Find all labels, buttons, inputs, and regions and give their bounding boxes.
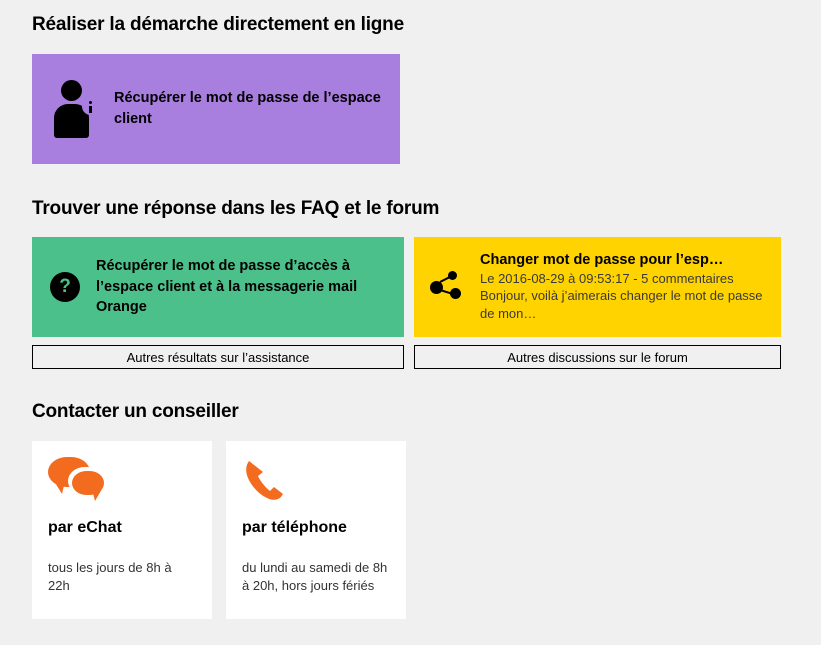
question-mark-icon: ? [50,272,80,302]
forum-column [414,237,781,369]
advisor-card-phone[interactable] [226,441,406,619]
advisor-card-echat[interactable] [32,441,212,619]
forum-result-meta: Le 2016-08-29 à 09:53:17 - 5 commentaires [480,270,734,286]
forum-result-text [480,252,781,323]
advisor-echat-title: par eChat [48,519,122,536]
chat-bubbles-icon [48,457,106,503]
forum-result-snippet: Bonjour, voilà j’aimerais changer le mot de passe de mon… [480,288,763,321]
faq-forum-row [32,237,789,369]
phone-icon [242,457,300,503]
person-info-icon [52,78,98,140]
forum-network-icon [428,269,468,305]
advisor-phone-hours: du lundi au samedi de 8h à 20h, hors jours fériés [242,560,388,594]
more-forum-discussions-button[interactable]: Autres discussions sur le forum [414,345,781,369]
online-action-label: Récupérer le mot de passe de l’espace client [114,89,381,127]
more-assistance-results-button[interactable]: Autres résultats sur l’assistance [32,345,404,369]
faq-result-label: Récupérer le mot de passe d’accès à l’espace client et à la messagerie mail Orange [96,258,358,316]
online-action-card[interactable] [32,54,400,164]
forum-result-title: Changer mot de passe pour l’esp… [480,251,724,268]
faq-column [32,237,404,369]
online-card-row [32,54,789,164]
section-title-faq: Trouver une réponse dans les FAQ et le forum [32,198,440,219]
advisor-echat-hours: tous les jours de 8h à 22h [48,560,172,594]
section-title-online: Réaliser la démarche directement en ligne [32,14,404,35]
advisor-phone-title: par téléphone [242,519,347,536]
section-title-advisor: Contacter un conseiller [32,401,239,422]
forum-result-card[interactable] [414,237,781,337]
advisor-card-row [32,441,789,619]
faq-result-card[interactable] [32,237,404,337]
